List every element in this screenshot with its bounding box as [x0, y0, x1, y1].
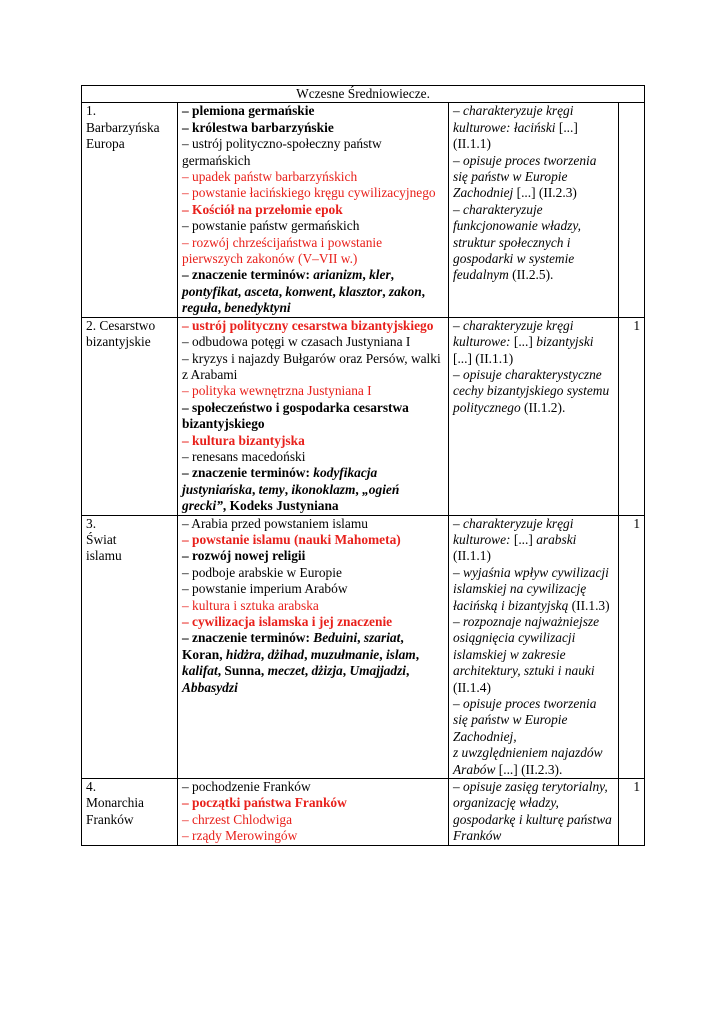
text-run: (II.1.2). — [520, 399, 566, 415]
text-run: – znaczenie terminów: — [182, 267, 314, 283]
text-run: – odbudowa potęgi w czasach Justyniana I — [182, 334, 411, 350]
content-item — [182, 433, 444, 449]
hours-cell — [619, 103, 645, 317]
curriculum-table — [81, 85, 645, 846]
content-item — [182, 779, 444, 795]
text-run: zakon — [388, 283, 422, 299]
text-run: z uwzględnieniem najazdów Arabów — [453, 745, 603, 777]
text-run: , — [355, 481, 363, 497]
text-run: , — [304, 663, 312, 679]
text-run: – polityka wewnętrzna Justyniana I — [182, 383, 372, 399]
text-run: , — [237, 283, 245, 299]
text-run: , — [362, 267, 370, 283]
topic-line: Świat — [86, 531, 117, 547]
text-run: – kryzys i najazdy Bułgarów oraz Persów, walki z Arabami — [182, 350, 441, 382]
requirements-cell — [449, 515, 619, 779]
text-run: – renesans macedoński — [182, 448, 306, 464]
text-run: – podboje arabskie w Europie — [182, 564, 342, 580]
requirements-cell — [449, 779, 619, 846]
text-run: – rozpoznaje najważniejsze osiągnięcia cywilizacji islamskiej w zakresie architektury, sztuki i nauki — [453, 614, 600, 679]
text-run: [...] (II.1.1) — [453, 119, 578, 152]
table-row — [82, 103, 645, 317]
requirement-item — [453, 745, 614, 778]
content-item — [182, 120, 444, 136]
text-run: kler — [369, 267, 391, 283]
text-run: Abbasydzi — [182, 679, 238, 695]
text-run: [...] (II.2.3) — [513, 185, 577, 201]
text-run: , — [260, 646, 268, 662]
text-run: , — [357, 630, 364, 646]
text-run: – charakteryzuje kręgi kulturowe: łaciński — [453, 103, 574, 135]
text-run: – opisuje charakterystyczne cechy bizantyjskiego systemu politycznego — [453, 366, 610, 415]
topic-line: islamu — [86, 548, 122, 564]
topic-line: Barbarzyńska — [86, 119, 160, 135]
text-run: (II.1.3) — [568, 597, 610, 613]
text-run: arianizm — [313, 267, 363, 283]
text-run: – powstanie państw germańskich — [182, 218, 360, 234]
text-run: , — [278, 283, 286, 299]
text-run: – opisuje proces tworzenia się państw w Europie Zachodniej, — [453, 696, 597, 744]
text-run: – charakteryzuje kręgi kulturowe: — [453, 515, 574, 547]
requirement-item — [453, 103, 614, 152]
content-cell — [178, 103, 449, 317]
content-item — [182, 565, 444, 581]
requirements-cell — [449, 103, 619, 317]
topic-line: 2. Cesarstwo — [86, 317, 156, 333]
text-run: , — [251, 481, 259, 497]
text-run: – rozwój chrześcijaństwa i powstanie pierwszych zakonów (V–VII w.) — [182, 234, 383, 267]
text-run: – znaczenie terminów: — [182, 630, 314, 646]
content-item — [182, 465, 444, 514]
text-run: muzułmanie — [310, 646, 380, 662]
text-run: bizantyjski — [536, 334, 594, 350]
content-item — [182, 169, 444, 185]
text-run: [...] (II.2.3). — [495, 761, 563, 777]
content-item — [182, 630, 444, 696]
text-run: , — [332, 283, 340, 299]
text-run: – Arabia przed powstaniem islamu — [182, 515, 368, 531]
content-cell — [178, 515, 449, 779]
text-run: temy — [258, 481, 285, 497]
text-run: „ogień grecki” — [182, 481, 400, 514]
content-item — [182, 267, 444, 316]
text-run: – powstanie islamu (nauki Mahometa) — [182, 531, 401, 547]
text-run: – charakteryzuje funkcjonowanie władzy, struktur społecznych i gospodarki w systemie feudalnym — [453, 201, 581, 283]
text-run: arabski — [536, 531, 577, 547]
text-run: , — [406, 663, 410, 679]
text-run: – kultura bizantyjska — [182, 432, 305, 448]
text-run: klasztor — [339, 283, 383, 299]
text-run: , — [415, 646, 420, 662]
text-run: [...] — [510, 334, 537, 350]
text-run: reguła — [182, 300, 218, 316]
content-item — [182, 334, 444, 350]
topic-line: 3. — [86, 515, 97, 531]
content-item — [182, 351, 444, 384]
content-item — [182, 516, 444, 532]
requirement-item — [453, 696, 614, 745]
requirement-item — [453, 779, 614, 845]
text-run: , — [390, 267, 395, 283]
requirements-cell — [449, 317, 619, 515]
text-run: szariat — [363, 630, 401, 646]
content-item — [182, 449, 444, 465]
content-item — [182, 202, 444, 218]
content-item — [182, 185, 444, 201]
content-item — [182, 581, 444, 597]
text-run: – ustrój polityczno-społeczny państw germańskich — [182, 136, 382, 168]
hours-cell: 1 — [619, 317, 645, 515]
text-run: Beduini — [313, 630, 358, 646]
topic-cell — [82, 103, 178, 317]
topic-cell — [82, 317, 178, 515]
text-run: , Sunna, — [217, 663, 268, 679]
requirement-item — [453, 318, 614, 367]
requirement-item — [453, 153, 614, 202]
text-run: (II.1.4) — [453, 679, 491, 695]
text-run: kodyfikacja justyniańska — [182, 465, 378, 497]
text-run: (II.2.5). — [508, 267, 554, 283]
text-run: – chrzest Chlodwiga — [182, 811, 293, 827]
topic-line: Franków — [86, 811, 134, 827]
text-run: Umajjadzi — [349, 663, 406, 679]
text-run: – powstanie imperium Arabów — [182, 581, 348, 597]
text-run: – królestwa barbarzyńskie — [182, 119, 334, 135]
text-run: – powstanie łacińskiego kręgu cywilizacyjnego — [182, 185, 436, 201]
topic-line: 4. — [86, 779, 97, 795]
content-item — [182, 400, 444, 433]
text-run: , — [379, 646, 386, 662]
table-title: Wczesne Średniowiecze. — [82, 86, 645, 103]
requirement-item — [453, 202, 614, 284]
requirement-item — [453, 516, 614, 565]
text-run: – wyjaśnia wpływ cywilizacji islamskiej na cywilizację łacińską i bizantyjską — [453, 564, 609, 613]
text-run: hidżra — [225, 646, 261, 662]
text-run: – rządy Merowingów — [182, 828, 298, 844]
text-run: – plemiona germańskie — [182, 103, 315, 119]
table-row — [82, 515, 645, 779]
text-run: – upadek państw barbarzyńskich — [182, 169, 358, 185]
content-item — [182, 532, 444, 548]
text-run: , Koran, — [182, 630, 404, 662]
text-run: meczet — [267, 663, 305, 679]
text-run: [...] (II.1.1) — [453, 350, 514, 366]
content-item — [182, 103, 444, 119]
hours-cell: 1 — [619, 515, 645, 779]
text-run: , — [284, 481, 292, 497]
text-run: – znaczenie terminów: — [182, 465, 314, 481]
text-run: – cywilizacja islamska i jej znaczenie — [182, 614, 393, 629]
hours-cell: 1 — [619, 779, 645, 846]
text-run: – opisuje proces tworzenia się państw w Europie Zachodniej — [453, 152, 597, 201]
text-run: – charakteryzuje kręgi kulturowe: — [453, 317, 574, 350]
requirement-item — [453, 367, 614, 416]
text-run: ikonoklazm — [291, 481, 356, 497]
table-row — [82, 317, 645, 515]
text-run: , — [304, 646, 311, 662]
text-run: [...] — [510, 531, 537, 547]
content-cell — [178, 317, 449, 515]
content-item — [182, 795, 444, 811]
text-run: kalifat — [182, 663, 218, 679]
content-item — [182, 614, 444, 630]
topic-line: Europa — [86, 136, 125, 152]
text-run: – Kościół na przełomie epok — [182, 201, 343, 217]
content-cell — [178, 779, 449, 846]
text-run: benedyktyni — [224, 300, 291, 316]
content-item — [182, 828, 444, 844]
content-item — [182, 218, 444, 234]
requirement-item — [453, 614, 614, 696]
text-run: – kultura i sztuka arabska — [182, 597, 319, 613]
topic-line: 1. — [86, 103, 97, 119]
table-title-row — [82, 86, 645, 103]
text-run: asceta — [244, 283, 279, 299]
text-run: dżihad — [267, 646, 305, 662]
content-item — [182, 548, 444, 564]
text-run: – opisuje zasięg terytorialny, organizację władzy, gospodarkę i kulturę państwa Franków — [453, 779, 612, 844]
text-run: – ustrój polityczny cesarstwa bizantyjskiego — [182, 317, 434, 333]
text-run: , Kodeks Justyniana — [222, 498, 339, 514]
content-item — [182, 136, 444, 169]
topic-cell — [82, 515, 178, 779]
text-run: , — [382, 283, 389, 299]
text-run: – początki państwa Franków — [182, 795, 347, 811]
topic-cell — [82, 779, 178, 846]
content-item — [182, 383, 444, 399]
text-run: dżizja — [311, 663, 343, 679]
text-run: , — [342, 663, 350, 679]
topic-line: Monarchia — [86, 795, 145, 811]
topic-line: bizantyjskie — [86, 334, 151, 350]
text-run: – pochodzenie Franków — [182, 779, 311, 795]
text-run: pontyfikat — [182, 283, 238, 299]
text-run: , — [217, 300, 225, 316]
content-item — [182, 598, 444, 614]
text-run: , — [421, 283, 425, 299]
text-run: – społeczeństwo i gospodarka cesarstwa bizantyjskiego — [182, 399, 409, 432]
content-item — [182, 318, 444, 334]
table-row — [82, 779, 645, 846]
requirement-item — [453, 565, 614, 614]
text-run: konwent — [285, 283, 333, 299]
content-item — [182, 235, 444, 268]
text-run: – rozwój nowej religii — [182, 548, 306, 564]
text-run: (II.1.1) — [453, 548, 491, 564]
content-item — [182, 812, 444, 828]
text-run: islam — [385, 646, 416, 662]
